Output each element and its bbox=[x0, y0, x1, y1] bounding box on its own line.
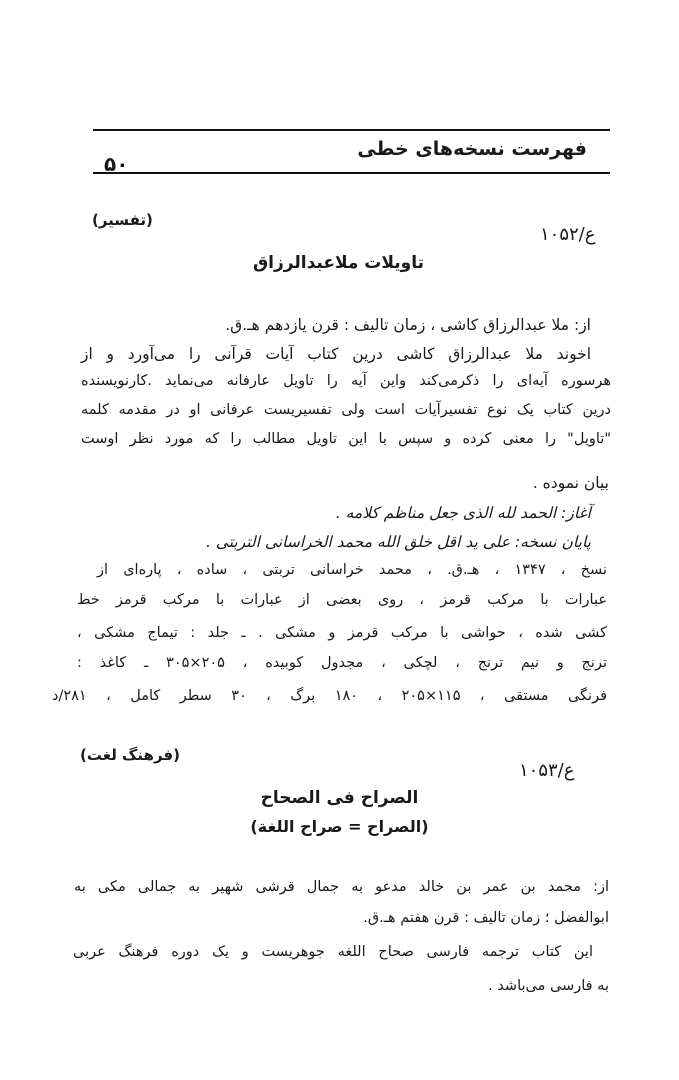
entry-colophon: پایان نسخه: علی ید اقل خلق الله محمد الخراسانی التربتی . bbox=[205, 533, 591, 551]
entry-line: هرسوره آیه‌ای را ذکرمی‌کند واین آیه را تاویل عارفانه می‌نماید .کارنویسنده bbox=[81, 373, 611, 389]
entry-description-line: عبارات با مرکب قرمز ، روی بعضی از عبارات با مرکب قرمز خط bbox=[77, 592, 607, 608]
entry-category: (تفسیر) bbox=[92, 211, 153, 229]
entry-line: "تاویل" را معنی کرده و سپس با این تاویل مطالب را که مورد نظر اوست bbox=[81, 431, 611, 447]
header-top-rule bbox=[93, 129, 610, 131]
entry-subtitle: (الصراح = صراح اللغة) bbox=[250, 817, 429, 836]
page-number: ۵۰ bbox=[104, 152, 129, 176]
entry-line: از: ملا عبدالرزاق کاشی ، زمان تالیف : قرن یازدهم هـ.ق. bbox=[225, 316, 591, 334]
entry-description-line: کشی شده ، حواشی با مرکب قرمز و مشکی . ـ جلد : تیماج مشکی ، bbox=[77, 625, 607, 641]
entry-description-line: فرنگی مستقی ، ۱۱۵×۲۰۵ ، ۱۸۰ برگ ، ۳۰ سطر کامل ، ۲۸۱/د bbox=[52, 688, 607, 704]
header-bottom-rule bbox=[93, 172, 610, 174]
entry-description-line: نسخ ، ۱۳۴۷ ، هـ.ق. ، محمد خراسانی تربتی ، ساده ، پاره‌ای از bbox=[97, 562, 607, 578]
entry-line: درین کتاب یک نوع تفسیرآیات است ولی تفسیریست عرفانی او در مقدمه کلمه bbox=[81, 402, 611, 418]
entry-line: این کتاب ترجمه فارسی صحاح اللغه جوهریست و یک دوره فرهنگ عربی bbox=[73, 944, 593, 960]
entry-line: بیان نموده . bbox=[532, 474, 609, 492]
entry-description-line: ترنج و نیم ترنج ، لچکی ، مجدول کوبیده ، ۲۰۵×۳۰۵ ـ کاغذ : bbox=[77, 655, 607, 671]
entry-line: از: محمد بن عمر بن خالد مدعو به جمال قرشی شهیر به جمالی مکی به bbox=[74, 879, 609, 895]
entry-number: ع/۱۰۵۳ bbox=[519, 760, 575, 781]
entry-category: (فرهنگ لغت) bbox=[80, 746, 180, 764]
entry-number: ع/۱۰۵۲ bbox=[540, 224, 596, 245]
entry-incipit: آغاز: الحمد لله الذی جعل مناظم کلامه . bbox=[335, 504, 591, 522]
entry-line: به فارسی می‌باشد . bbox=[488, 978, 609, 994]
running-title: فهرست نسخه‌های خطی bbox=[357, 138, 587, 160]
entry-line: ابوالفضل ؛ زمان تالیف : قرن هفتم هـ.ق. bbox=[363, 910, 609, 926]
entry-title: الصراح فی الصحاح bbox=[260, 788, 419, 808]
entry-line: اخوند ملا عبدالرزاق کاشی درین کتاب آیات قرآنی را می‌آورد و از bbox=[81, 345, 591, 363]
entry-title: تاویلات ملاعبدالرزاق bbox=[252, 253, 424, 273]
